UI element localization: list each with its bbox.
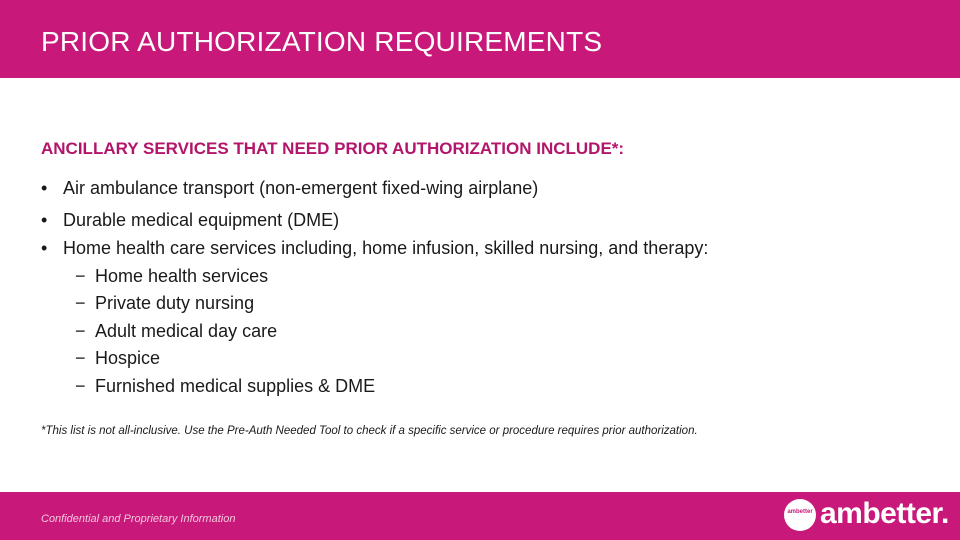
bullet-text: Air ambulance transport (non-emergent fixed-wing airplane) — [63, 178, 539, 198]
sub-item-text: Home health services — [95, 266, 269, 286]
confidential-label: Confidential and Proprietary Information — [41, 513, 236, 525]
logo-badge-text: ambetter — [787, 509, 813, 515]
header-band — [0, 0, 960, 78]
sub-item-text: Furnished medical supplies & DME — [95, 376, 376, 396]
bullet-icon: • — [41, 238, 48, 258]
logo-badge-icon — [784, 499, 816, 531]
logo-wordmark: ambetter. — [820, 497, 949, 530]
sub-item-text: Private duty nursing — [95, 293, 255, 313]
dash-icon: − — [75, 266, 86, 286]
dash-icon: − — [75, 348, 86, 368]
dash-icon: − — [75, 293, 86, 313]
footnote: *This list is not all-inclusive. Use the Pre-Auth Needed Tool to check if a specific service or procedure requires prior authorization. — [41, 425, 698, 437]
ambetter-logo — [782, 497, 952, 537]
sub-item-text: Hospice — [95, 348, 161, 368]
section-subtitle: ANCILLARY SERVICES THAT NEED PRIOR AUTHORIZATION INCLUDE*: — [41, 139, 625, 158]
bullet-icon: • — [41, 210, 48, 230]
bullet-text: Home health care services including, home infusion, skilled nursing, and therapy: — [63, 238, 709, 258]
dash-icon: − — [75, 376, 86, 396]
bullet-icon: • — [41, 178, 48, 198]
bullet-text: Durable medical equipment (DME) — [63, 210, 340, 230]
sub-item-text: Adult medical day care — [95, 321, 278, 341]
page-title: PRIOR AUTHORIZATION REQUIREMENTS — [41, 26, 603, 57]
dash-icon: − — [75, 321, 86, 341]
